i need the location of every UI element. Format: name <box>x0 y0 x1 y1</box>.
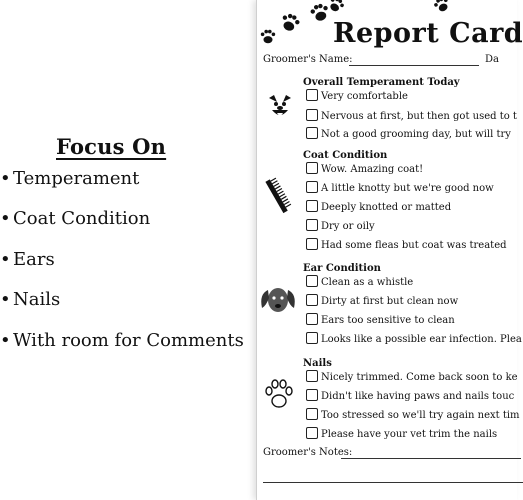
option-deeply-knotted[interactable] <box>306 200 451 214</box>
bullet-icon: • <box>0 208 11 229</box>
notes-bottom-line <box>263 482 523 483</box>
option-nervous-at-first[interactable] <box>306 109 517 123</box>
option-label: Looks like a possible ear infection. Plea <box>321 334 522 345</box>
focus-item-coat <box>0 208 150 229</box>
floppy-ear-dog-icon <box>259 284 297 318</box>
checkbox[interactable] <box>306 332 318 344</box>
option-not-good-day[interactable] <box>306 127 511 141</box>
checkbox[interactable] <box>306 313 318 325</box>
date-label: Da <box>485 54 499 65</box>
report-card <box>256 0 523 500</box>
focus-item-comments <box>0 330 244 351</box>
checkbox[interactable] <box>306 427 318 439</box>
option-nicely-trimmed[interactable] <box>306 370 518 384</box>
option-label: Too stressed so we'll try again next tim <box>321 410 520 421</box>
option-clean-as-whistle[interactable] <box>306 275 413 289</box>
option-label: Please have your vet trim the nails <box>321 429 498 440</box>
focus-item-label: With room for Comments <box>13 330 244 351</box>
option-label: Had some fleas but coat was treated <box>321 240 507 251</box>
groomer-name-line <box>349 65 479 66</box>
paw-print-icon <box>259 28 277 46</box>
option-didnt-like-paws[interactable] <box>306 389 514 403</box>
option-dirty-at-first[interactable] <box>306 294 458 308</box>
focus-title: Focus On <box>56 134 167 159</box>
option-label: Wow. Amazing coat! <box>321 164 424 175</box>
option-label: Ears too sensitive to clean <box>321 315 455 326</box>
focus-item-label: Coat Condition <box>13 208 151 229</box>
option-label: Very comfortable <box>321 91 408 102</box>
checkbox[interactable] <box>306 370 318 382</box>
checkbox[interactable] <box>306 89 318 101</box>
groomer-notes-line <box>341 458 521 459</box>
groomer-name-label: Groomer's Name: <box>263 54 353 65</box>
report-card-title: Report Card <box>333 18 523 49</box>
section-title-nails: Nails <box>303 358 332 369</box>
checkbox[interactable] <box>306 127 318 139</box>
option-label: Nervous at first, but then got used to t <box>321 111 517 122</box>
option-amazing-coat[interactable] <box>306 162 423 176</box>
option-dry-or-oily[interactable] <box>306 219 375 233</box>
checkbox[interactable] <box>306 238 318 250</box>
checkbox[interactable] <box>306 200 318 212</box>
comb-icon <box>265 176 289 216</box>
option-little-knotty[interactable] <box>306 181 494 195</box>
section-title-ears: Ear Condition <box>303 263 381 274</box>
option-label: Nicely trimmed. Come back soon to ke <box>321 372 518 383</box>
checkbox[interactable] <box>306 162 318 174</box>
option-very-comfortable[interactable] <box>306 89 408 103</box>
option-label: Not a good grooming day, but will try <box>321 129 511 140</box>
paw-print-icon <box>276 9 304 37</box>
checkbox[interactable] <box>306 109 318 121</box>
focus-item-nails <box>0 289 60 310</box>
checkbox[interactable] <box>306 219 318 231</box>
section-title-coat: Coat Condition <box>303 150 388 161</box>
focus-item-temperament <box>0 168 139 189</box>
option-too-stressed[interactable] <box>306 408 520 422</box>
option-label: Didn't like having paws and nails touc <box>321 391 515 402</box>
paw-outline-icon <box>263 376 295 412</box>
option-label: Dirty at first but clean now <box>321 296 459 307</box>
option-label: A little knotty but we're good now <box>321 183 494 194</box>
focus-item-label: Ears <box>13 249 55 270</box>
option-label: Deeply knotted or matted <box>321 202 452 213</box>
bullet-icon: • <box>0 249 11 270</box>
smiling-dog-face-icon <box>265 92 295 122</box>
checkbox[interactable] <box>306 275 318 287</box>
section-title-temperament: Overall Temperament Today <box>303 77 460 88</box>
checkbox[interactable] <box>306 389 318 401</box>
option-vet-trim[interactable] <box>306 427 497 441</box>
focus-item-label: Nails <box>13 289 61 310</box>
focus-item-label: Temperament <box>13 168 140 189</box>
option-possible-infection[interactable] <box>306 332 522 346</box>
option-label: Clean as a whistle <box>321 277 414 288</box>
bullet-icon: • <box>0 289 11 310</box>
option-had-fleas[interactable] <box>306 238 507 252</box>
bullet-icon: • <box>0 168 11 189</box>
focus-item-ears <box>0 249 55 270</box>
bullet-icon: • <box>0 330 11 351</box>
checkbox[interactable] <box>306 181 318 193</box>
checkbox[interactable] <box>306 294 318 306</box>
groomer-notes-label: Groomer's Notes: <box>263 447 353 458</box>
option-ears-too-sensitive[interactable] <box>306 313 455 327</box>
option-label: Dry or oily <box>321 221 375 232</box>
checkbox[interactable] <box>306 408 318 420</box>
paw-print-icon <box>430 0 454 17</box>
